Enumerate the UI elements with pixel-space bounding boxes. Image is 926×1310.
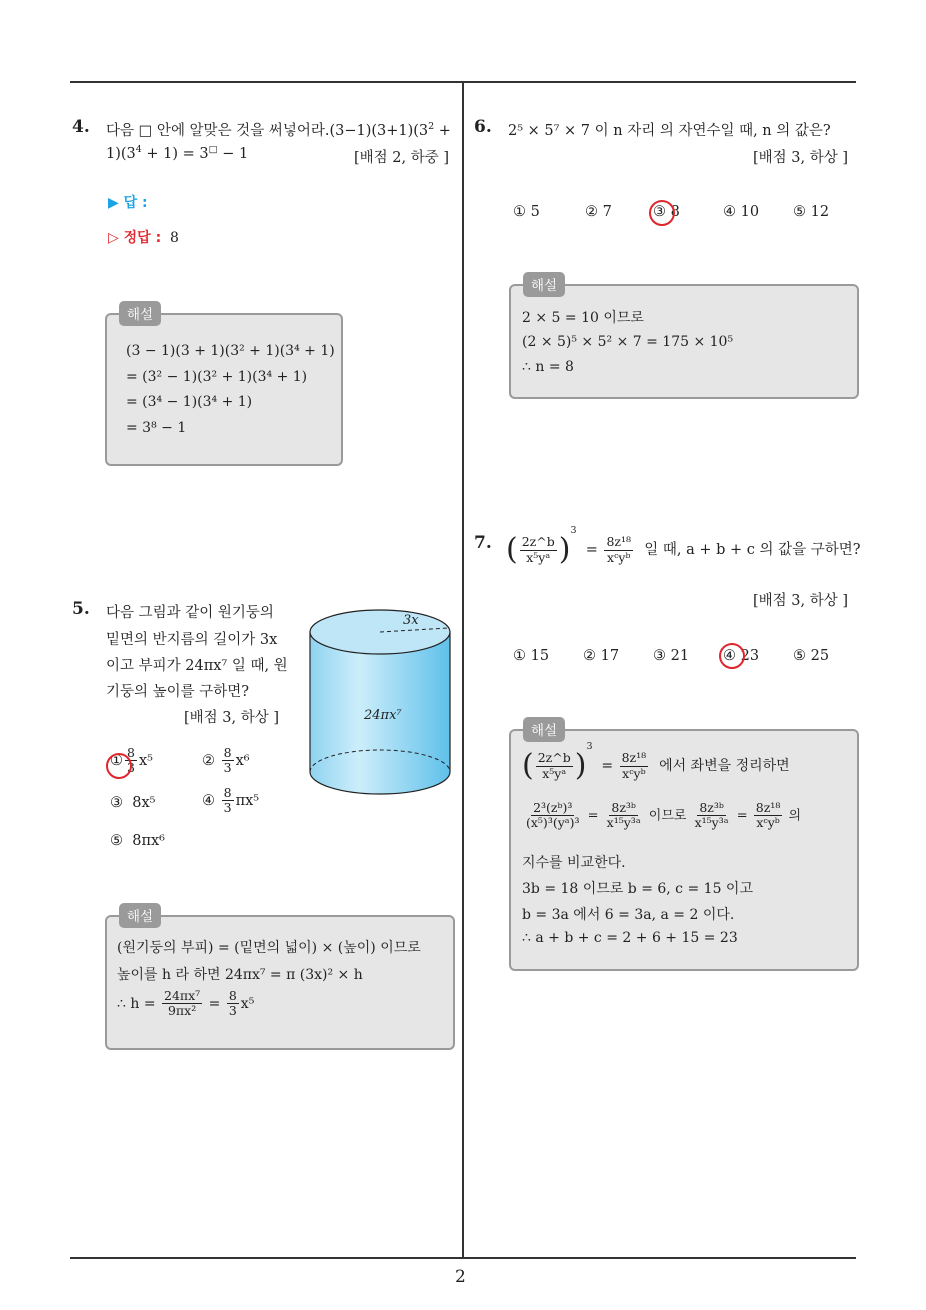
explanation-line: = (3² − 1)(3² + 1)(3⁴ + 1): [126, 369, 308, 385]
question-5-choice-1[interactable]: ① $\frac{8}{3}$ x⁵: [110, 745, 153, 776]
explanation-line: 지수를 비교한다.: [522, 855, 626, 871]
question-7-choice-3[interactable]: ③ 21: [653, 648, 690, 664]
question-4-number: 4.: [72, 117, 90, 137]
question-7-explanation-box: [509, 723, 859, 971]
explanation-line: = 3⁸ − 1: [126, 420, 187, 436]
page-number: 2: [455, 1267, 466, 1287]
cylinder-figure: [305, 600, 455, 810]
question-7-choice-5[interactable]: ⑤ 25: [793, 648, 830, 664]
selected-answer-circle: [719, 643, 745, 669]
question-5-line: 다음 그림과 같이 원기둥의: [106, 605, 274, 621]
explanation-line: (3 − 1)(3 + 1)(3² + 1)(3⁴ + 1): [126, 343, 335, 359]
explanation-line: b = 3a 에서 6 = 3a, a = 2 이다.: [522, 907, 735, 923]
question-4-line2: $1)(3^4 + 1) = 3^□ - 1$: [106, 144, 249, 162]
column-divider: [462, 82, 464, 1258]
explanation-line: ∴ n = 8: [522, 359, 574, 375]
question-5-explanation-box: [105, 909, 455, 1050]
explanation-line: (2 × 5)⁵ × 5² × 7 = 175 × 10⁵: [522, 334, 734, 350]
correct-answer-value: 8: [170, 230, 179, 246]
question-5-choice-3[interactable]: ③ 8x⁵: [110, 795, 156, 811]
explanation-line: 2 × 5 = 10 이므로: [522, 310, 644, 326]
question-5-choice-2[interactable]: ② $\frac{8}{3}$ x⁶: [202, 745, 250, 776]
question-6-choice-1[interactable]: ① 5: [513, 204, 540, 220]
question-5-line: 밑면의 반지름의 길이가 3x: [106, 632, 278, 648]
question-5-line: 이고 부피가 24πx⁷ 일 때, 원: [106, 658, 288, 674]
question-6-choice-4[interactable]: ④ 10: [723, 204, 760, 220]
figure-volume-label: 24πx⁷: [364, 708, 402, 723]
figure-radius-label: 3x: [403, 613, 419, 628]
question-7-choice-1[interactable]: ① 15: [513, 648, 550, 664]
question-6-choice-5[interactable]: ⑤ 12: [793, 204, 830, 220]
explanation-tag: 해설: [523, 272, 565, 297]
explanation-line: = (3⁴ − 1)(3⁴ + 1): [126, 394, 253, 410]
question-7-score: [배점 3, 하상 ]: [753, 593, 849, 609]
question-5-choice-5[interactable]: ⑤ 8πx⁶: [110, 833, 165, 849]
question-6-number: 6.: [474, 117, 492, 137]
explanation-tag: 해설: [523, 717, 565, 742]
question-6-choice-2[interactable]: ② 7: [585, 204, 612, 220]
question-4-explanation-box: [105, 307, 343, 466]
question-5-line: 기둥의 높이를 구하면?: [106, 684, 250, 700]
explanation-line: ∴ a + b + c = 2 + 6 + 15 = 23: [522, 930, 738, 946]
explanation-line: ( $\frac{2z\^{}b}{\text{x⁵yᵃ}}$ )$^3$ = $\frac{\text{8z¹⁸}}{\text{xᶜyᵇ}}$ 에서 좌변을 정리하면: [522, 741, 790, 783]
explanation-line: 3b = 18 이므로 b = 6, c = 15 이고: [522, 881, 753, 897]
question-6-explanation-box: [509, 278, 859, 399]
correct-answer-label: ▷ 정답 : 8: [108, 230, 179, 246]
bottom-rule: [70, 1257, 856, 1259]
question-7-choice-4[interactable]: ④ 23: [723, 648, 760, 664]
question-6-line1: 2⁵ × 5⁷ × 7 이 n 자리 의 자연수일 때, n 의 값은?: [508, 123, 831, 139]
question-5-number: 5.: [72, 599, 90, 619]
question-6-choice-3[interactable]: ③ 8: [653, 204, 680, 220]
selected-answer-circle: [649, 200, 675, 226]
question-5-choice-4[interactable]: ④ $\frac{8}{3}$ πx⁵: [202, 785, 260, 816]
explanation-line: 높이를 h 라 하면 24πx⁷ = π (3x)² × h: [117, 967, 363, 983]
question-7-number: 7.: [474, 533, 492, 553]
question-4-line1: 다음 □ 안에 알맞은 것을 써넣어라$.(3-1)(3+1)(3^2$ +: [106, 121, 451, 139]
explanation-line: (원기둥의 부피) = (밑면의 넓이) × (높이) 이므로: [117, 940, 421, 956]
answer-label: ▶ 답 :: [108, 195, 148, 211]
question-5-score: [배점 3, 하상 ]: [184, 710, 280, 726]
question-7-choice-2[interactable]: ② 17: [583, 648, 620, 664]
selected-answer-circle: [106, 753, 132, 779]
explanation-line: $\frac{\text{2³(zᵇ)³}}{\text{(x⁵)³(yᵃ)³}}$ = $\frac{\text{8z³ᵇ}}{\text{x¹⁵y³ᵃ}}$ 이므로 $\frac{\text{8z³ᵇ}}{\text{x¹⁵y³ᵃ}}$ = $\frac{\text{8z¹⁸}}{\text{xᶜyᵇ}}$ 의: [526, 800, 802, 831]
question-7-stem: ( $\frac{2z\^{}b}{\text{x⁵yᵃ}}$ )$^3$ = $\frac{\text{8z¹⁸}}{\text{xᶜyᵇ}}$ 일 때, a + b + c 의 값을 구하면?: [506, 525, 861, 567]
question-6-score: [배점 3, 하상 ]: [753, 150, 849, 166]
explanation-line: ∴ h = $\frac{\text{24πx⁷}}{\text{9πx²}}$ = $\frac{8}{3}$ x⁵: [117, 988, 255, 1019]
explanation-tag: 해설: [119, 903, 161, 928]
question-4-score: [배점 2, 하중 ]: [354, 150, 450, 166]
explanation-tag: 해설: [119, 301, 161, 326]
